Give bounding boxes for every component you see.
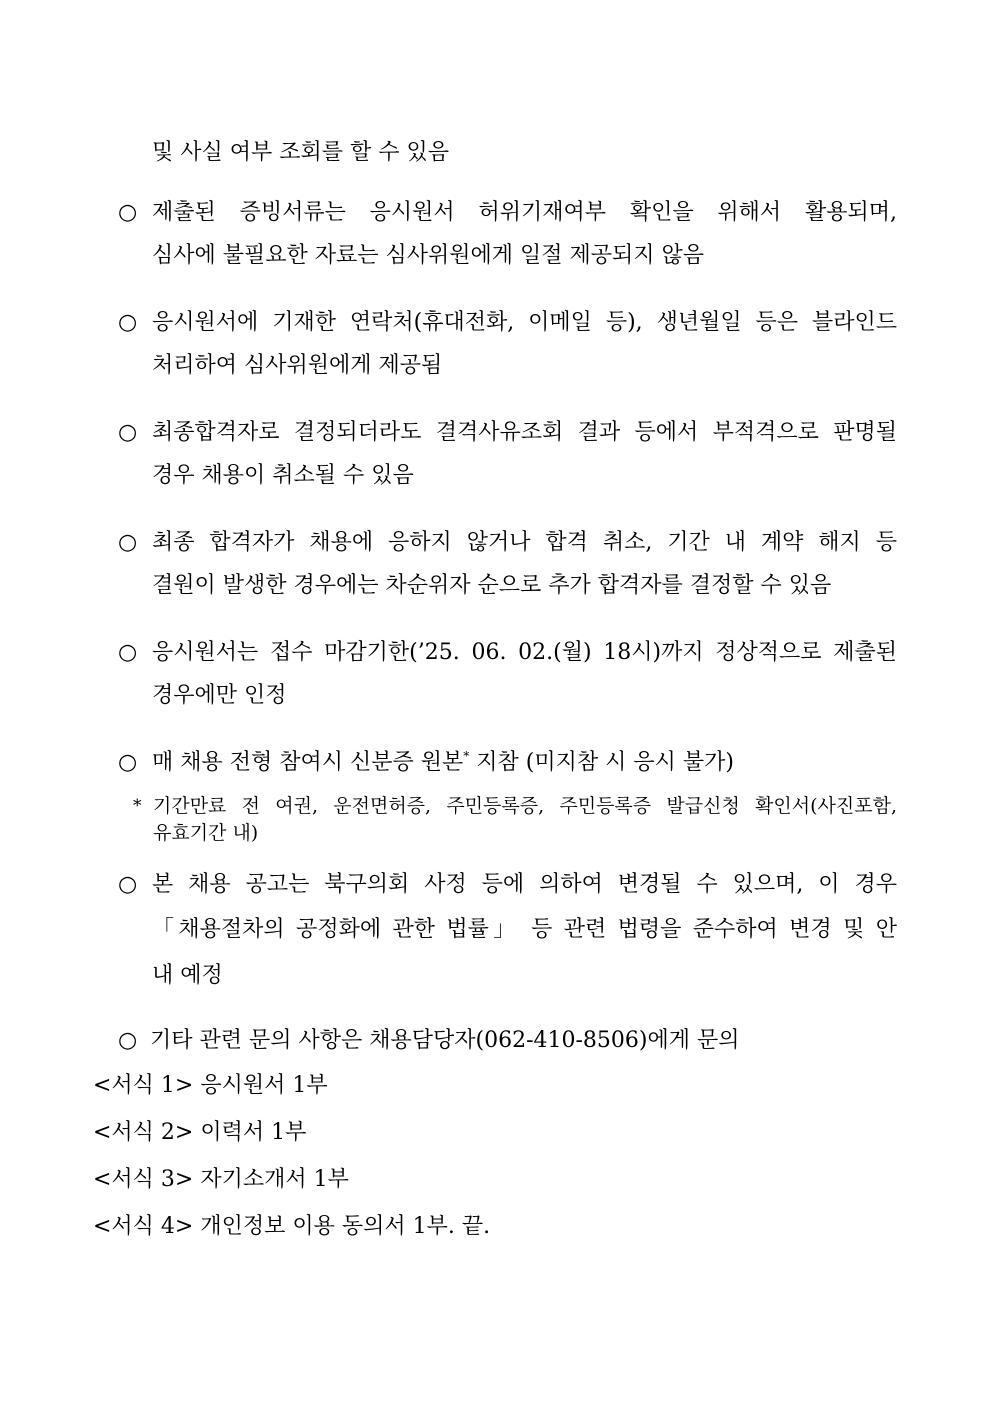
form-attachment-item: <서식 3> 자기소개서 1부: [93, 1167, 349, 1192]
bullet-circle-icon: ○: [118, 750, 138, 775]
item-text-line: 응시원서에 기재한 연락처(휴대전화, 이메일 등), 생년월일 등은 블라인드: [152, 310, 897, 335]
form-attachment-item: <서식 4> 개인정보 이용 동의서 1부. 끝.: [93, 1214, 491, 1239]
id-note-line: 기간만료 전 여권, 운전면허증, 주민등록증, 주민등록증 발급신청 확인서(사진포함,: [153, 795, 897, 817]
id-requirement-text-after: 지참 (미지참 시 응시 불가): [469, 750, 734, 775]
id-requirement-text-before: 매 채용 전형 참여시 신분증 원본: [152, 750, 464, 775]
change-notice-line: 「채용절차의 공정화에 관한 법률」 등 관련 법령을 준수하여 변경 및 안: [152, 917, 897, 942]
item-text-line: 경우 채용이 취소될 수 있음: [152, 463, 414, 488]
item-text-line: 처리하여 심사위원에게 제공됨: [152, 353, 443, 378]
contact-inquiry-text: 기타 관련 문의 사항은 채용담당자(062-410-8506)에게 문의: [150, 1028, 740, 1053]
footnote-star-icon: *: [133, 796, 142, 816]
form-attachment-item: <서식 1> 응시원서 1부: [93, 1073, 328, 1098]
item-text-line: 응시원서는 접수 마감기한(’25. 06. 02.(월) 18시)까지 정상적으로 제출된: [152, 640, 897, 665]
bullet-circle-icon: ○: [118, 640, 138, 665]
form-attachment-item: <서식 2> 이력서 1부: [93, 1120, 307, 1145]
bullet-circle-icon: ○: [118, 530, 138, 555]
footnote-marker: *: [463, 749, 470, 763]
item-text-line: 최종합격자로 결정되더라도 결격사유조회 결과 등에서 부적격으로 판명될: [152, 420, 897, 445]
bullet-circle-icon: ○: [118, 420, 138, 445]
item-text-line: 제출된 증빙서류는 응시원서 허위기재여부 확인을 위해서 활용되며,: [152, 200, 897, 225]
id-note-line: 유효기간 내): [153, 822, 259, 844]
change-notice-line: 내 예정: [152, 963, 223, 988]
change-notice-line: 본 채용 공고는 북구의회 사정 등에 의하여 변경될 수 있으며, 이 경우: [152, 872, 897, 897]
item-text-line: 최종 합격자가 채용에 응하지 않거나 합격 취소, 기간 내 계약 해지 등: [152, 530, 897, 555]
intro-continuation: 및 사실 여부 조회를 할 수 있음: [152, 140, 449, 165]
item-text-line: 경우에만 인정: [152, 683, 287, 708]
bullet-circle-icon: ○: [118, 872, 138, 897]
bullet-circle-icon: ○: [118, 310, 138, 335]
item-text-line: 심사에 불필요한 자료는 심사위원에게 일절 제공되지 않음: [152, 243, 705, 268]
bullet-circle-icon: ○: [118, 1028, 138, 1053]
bullet-circle-icon: ○: [118, 200, 138, 225]
item-text-line: 결원이 발생한 경우에는 차순위자 순으로 추가 합격자를 결정할 수 있음: [152, 573, 832, 598]
id-requirement-text: [152, 748, 734, 778]
